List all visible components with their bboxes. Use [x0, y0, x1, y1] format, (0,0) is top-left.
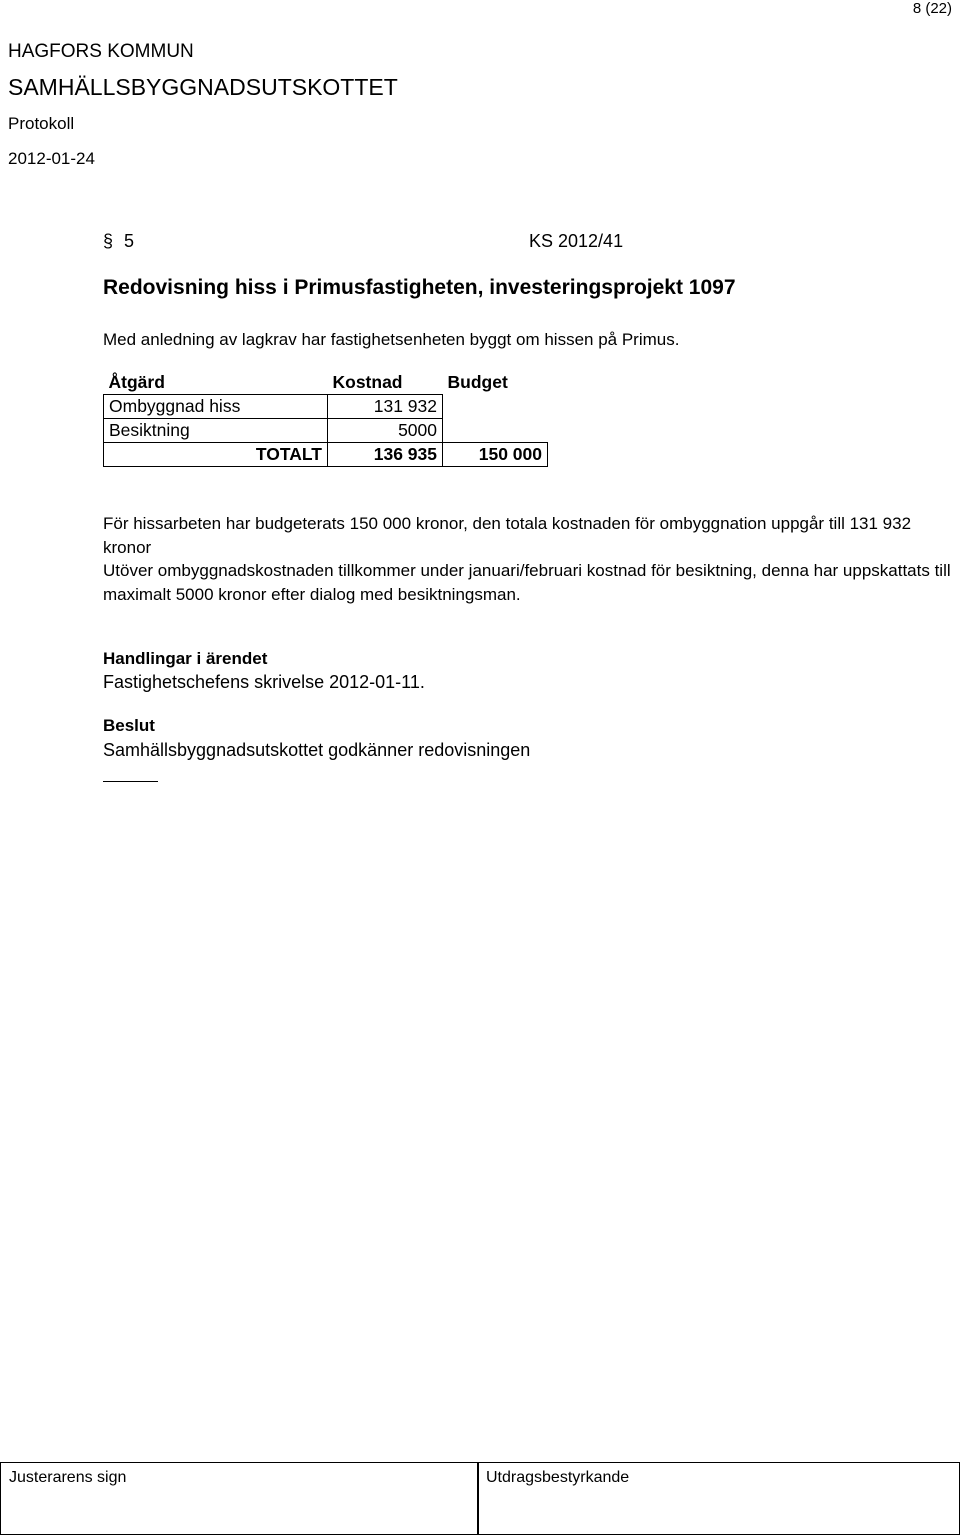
table-cell: TOTALT [104, 443, 328, 467]
meeting-date: 2012-01-24 [8, 149, 95, 168]
table-cell [443, 395, 548, 419]
documents-text: Fastighetschefens skrivelse 2012-01-11. [103, 672, 425, 692]
table-cell: 136 935 [328, 443, 443, 467]
adjuster-sign-label: Justerarens sign [9, 1469, 127, 1486]
certification-box [477, 1462, 960, 1535]
committee-name: SAMHÄLLSBYGGNADSUTSKOTTET [8, 74, 398, 100]
section-number-value: 5 [124, 231, 135, 251]
section-number [103, 231, 134, 252]
table-row [104, 395, 548, 419]
signature-footer [0, 1462, 958, 1534]
body-paragraph: Utöver ombyggnadskostnaden tillkommer under januari/februari kostnad för besiktning, denna har uppskattats till maximalt 5000 kronor efter dialog med besiktningsman. [103, 561, 951, 604]
document-type: Protokoll [8, 114, 75, 133]
table-cell: 150 000 [443, 443, 548, 467]
cost-table [103, 371, 548, 467]
table-cell: Ombyggnad hiss [104, 395, 328, 419]
item-intro: Med anledning av lagkrav har fastighetsenheten byggt om hissen på Primus. [103, 330, 680, 349]
table-row [104, 419, 548, 443]
table-total-row [104, 443, 548, 467]
table-cell: 131 932 [328, 395, 443, 419]
table-header-row [104, 371, 548, 395]
documents-heading: Handlingar i ärendet [103, 649, 268, 668]
table-cell [443, 419, 548, 443]
body-paragraph: För hissarbeten har budgeterats 150 000 kronor, den totala kostnaden för ombyggnation uppgår till 131 932 kronor [103, 514, 912, 557]
table-header-cell: Åtgärd [108, 372, 165, 392]
table-cell: Besiktning [104, 419, 328, 443]
table-header-cell: Kostnad [332, 372, 403, 392]
adjuster-sign-box [0, 1462, 479, 1535]
table-header-cell: Budget [447, 372, 508, 393]
decision-heading: Beslut [103, 716, 155, 735]
table-cell: 5000 [328, 419, 443, 443]
end-rule [103, 781, 158, 782]
page-number: 8 (22) [912, 0, 952, 17]
decision-text: Samhällsbyggnadsutskottet godkänner redovisningen [103, 740, 531, 760]
section-symbol: § [103, 231, 114, 251]
case-number: KS 2012/41 [529, 231, 624, 251]
certification-label: Utdragsbestyrkande [486, 1469, 630, 1486]
item-title: Redovisning hiss i Primusfastigheten, investeringsprojekt 1097 [103, 276, 736, 299]
body-text [103, 512, 953, 606]
municipality-name: HAGFORS KOMMUN [8, 41, 194, 62]
